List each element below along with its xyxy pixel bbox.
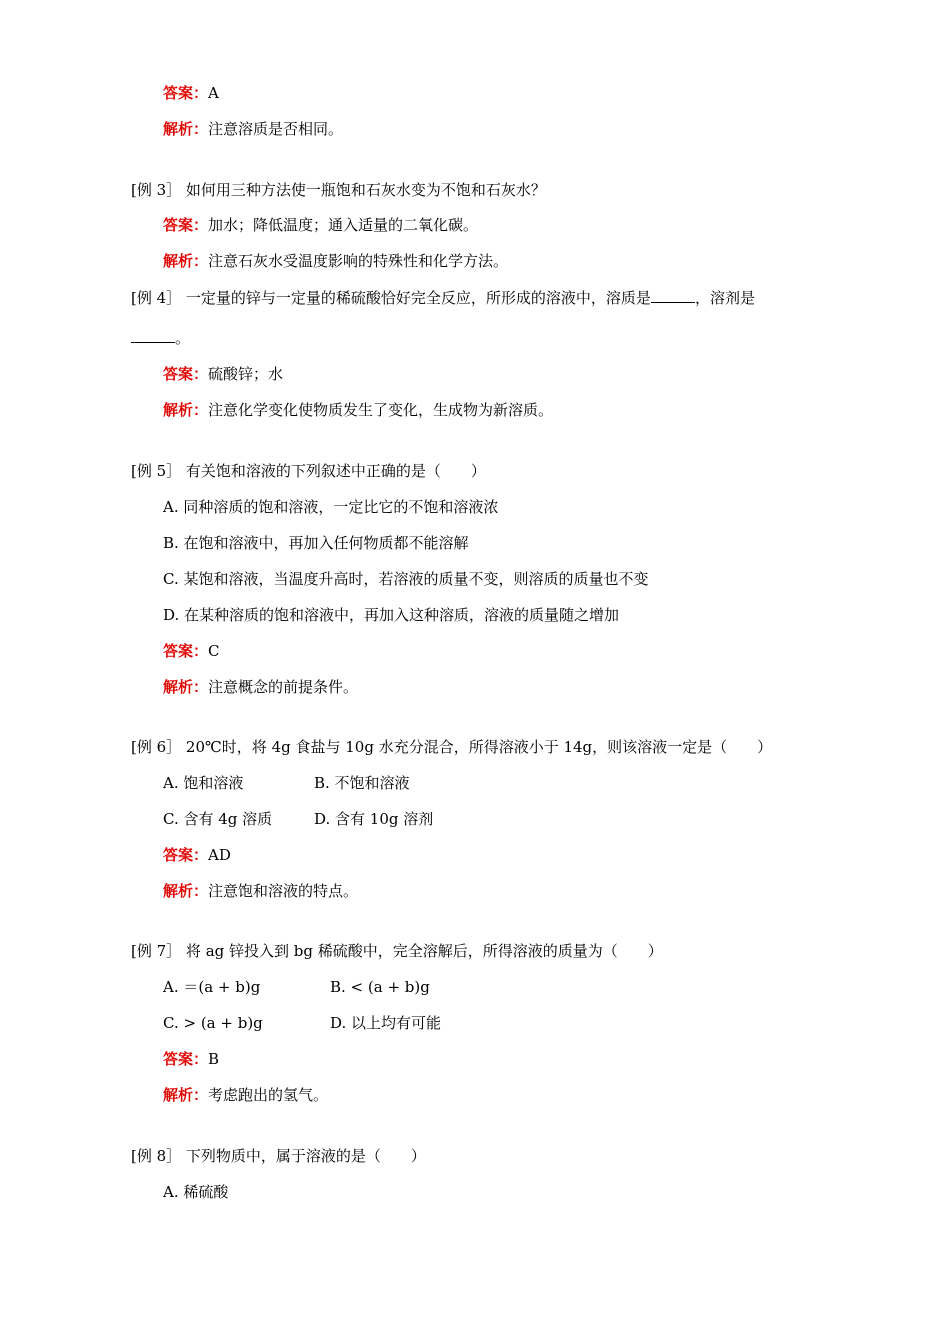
- ex8-question: [例 8］ 下列物质中，属于溶液的是（ ）: [131, 1147, 426, 1165]
- ex4-question-end: 。: [175, 329, 191, 347]
- answer-label: 答案：: [163, 84, 209, 102]
- ex6-option-b: B. 不饱和溶液: [314, 774, 410, 792]
- analysis-label: 解析：: [163, 120, 209, 138]
- ex8-option-a: A. 稀硫酸: [163, 1183, 229, 1201]
- ex6-option-a: A. 饱和溶液: [163, 774, 244, 792]
- analysis-label: 解析：: [163, 401, 209, 419]
- ex6-option-d: D. 含有 10g 溶剂: [314, 810, 434, 828]
- ex6-analysis: 注意饱和溶液的特点。: [208, 882, 359, 900]
- ex5-option-d: D. 在某种溶质的饱和溶液中，再加入这种溶质，溶液的质量随之增加: [163, 606, 620, 624]
- ex7-analysis: 考虑跑出的氢气。: [208, 1086, 329, 1104]
- ex4-question-cont: [131, 328, 190, 348]
- ex7-question: [例 7］ 将 ag 锌投入到 bg 稀硫酸中，完全溶解后，所得溶液的质量为（ ）: [131, 942, 663, 960]
- blank-solvent: [131, 328, 175, 343]
- ex2-answer: A: [208, 84, 219, 102]
- ex3-analysis-line: [163, 251, 508, 271]
- ex2-answer-line: [163, 83, 219, 103]
- analysis-label: 解析：: [163, 252, 209, 270]
- answer-label: 答案：: [163, 642, 209, 660]
- answer-label: 答案：: [163, 216, 209, 234]
- ex4-analysis: 注意化学变化使物质发生了变化，生成物为新溶质。: [208, 401, 554, 419]
- ex5-answer: C: [208, 642, 220, 660]
- ex2-analysis-line: [163, 119, 343, 139]
- ex7-option-d: D. 以上均有可能: [330, 1014, 442, 1032]
- ex5-option-c: C. 某饱和溶液，当温度升高时，若溶液的质量不变，则溶质的质量也不变: [163, 570, 649, 588]
- ex3-analysis: 注意石灰水受温度影响的特殊性和化学方法。: [208, 252, 509, 270]
- blank-solute: [651, 288, 695, 303]
- ex5-question: [例 5］ 有关饱和溶液的下列叙述中正确的是（ ）: [131, 462, 486, 480]
- ex5-analysis-line: [163, 677, 358, 697]
- ex7-option-c: C. > (a + b)g: [163, 1014, 263, 1032]
- ex7-answer: B: [208, 1050, 220, 1068]
- ex5-option-b: B. 在饱和溶液中，再加入任何物质都不能溶解: [163, 534, 469, 552]
- answer-label: 答案：: [163, 365, 209, 383]
- ex3-question: [例 3］ 如何用三种方法使一瓶饱和石灰水变为不饱和石灰水？: [131, 181, 546, 199]
- ex6-question: [例 6］ 20℃时，将 4g 食盐与 10g 水充分混合，所得溶液小于 14g，则该溶液一定是（ ）: [131, 738, 773, 756]
- answer-label: 答案：: [163, 846, 209, 864]
- ex4-analysis-line: [163, 400, 553, 420]
- ex4-answer: 硫酸锌；水: [208, 365, 284, 383]
- ex2-analysis: 注意溶质是否相同。: [208, 120, 344, 138]
- ex7-answer-line: [163, 1049, 219, 1069]
- ex4-question-part1: [例 4］ 一定量的锌与一定量的稀硫酸恰好完全反应，所形成的溶液中，溶质是: [131, 289, 651, 307]
- ex6-analysis-line: [163, 881, 358, 901]
- answer-label: 答案：: [163, 1050, 209, 1068]
- ex4-answer-line: [163, 364, 283, 384]
- ex5-answer-line: [163, 641, 220, 661]
- ex5-option-a: A. 同种溶质的饱和溶液，一定比它的不饱和溶液浓: [163, 498, 499, 516]
- ex7-option-a: A. ＝(a + b)g: [163, 978, 261, 996]
- ex3-answer: 加水；降低温度；通入适量的二氧化碳。: [208, 216, 479, 234]
- ex5-analysis: 注意概念的前提条件。: [208, 678, 359, 696]
- analysis-label: 解析：: [163, 882, 209, 900]
- ex6-answer: AD: [208, 846, 231, 864]
- ex7-option-b: B. < (a + b)g: [330, 978, 430, 996]
- analysis-label: 解析：: [163, 1086, 209, 1104]
- ex4-question: [131, 288, 755, 308]
- analysis-label: 解析：: [163, 678, 209, 696]
- ex4-question-part2: ，溶剂是: [694, 289, 755, 307]
- ex6-answer-line: [163, 845, 231, 865]
- ex7-analysis-line: [163, 1085, 328, 1105]
- ex6-option-c: C. 含有 4g 溶质: [163, 810, 273, 828]
- ex3-answer-line: [163, 215, 478, 235]
